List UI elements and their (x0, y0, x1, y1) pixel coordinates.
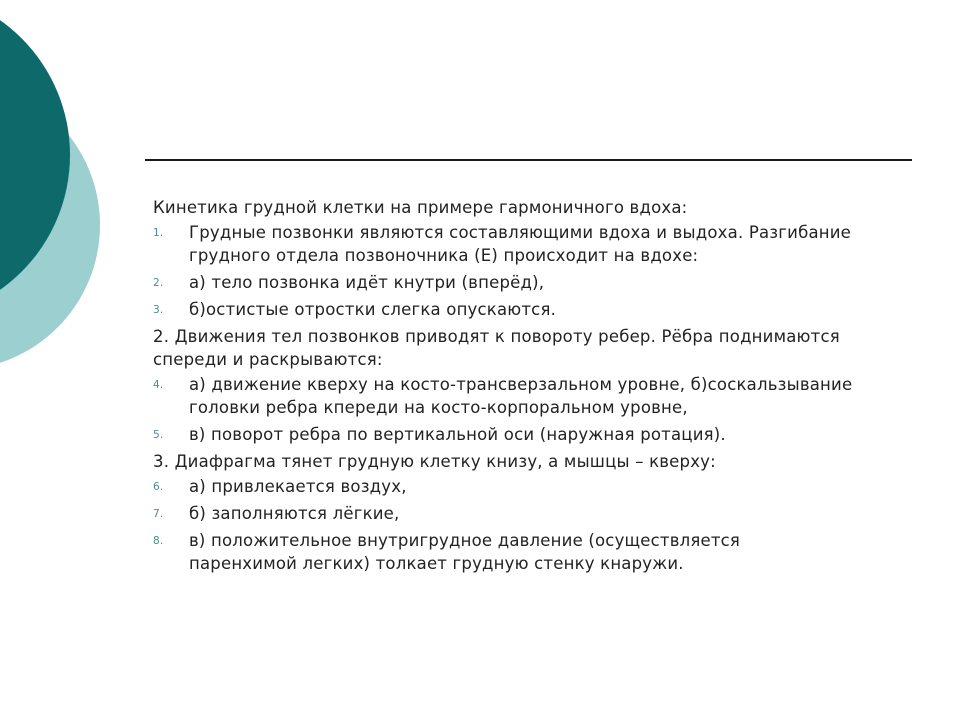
section-3-text: 3. Диафрагма тянет грудную клетку книзу, а мышцы – кверху: (153, 452, 716, 471)
section-2-text: 2. Движения тел позвонков приводят к повороту ребер. Рёбра поднимаются спереди и раскрываются: (153, 327, 840, 369)
list-item (153, 529, 853, 575)
list-item-text: в) положительное внутригрудное давление (осуществляется паренхимой легких) толкает грудную стенку кнаружи. (189, 531, 741, 573)
list-number: 1. (153, 227, 164, 239)
slide-body (153, 196, 853, 579)
list-item (153, 298, 853, 321)
list-item (153, 423, 853, 446)
list-item (153, 271, 853, 294)
list-item-text: Грудные позвонки являются составляющими вдоха и выдоха. Разгибание грудного отдела позвоночника (Е) происходит на вдохе: (189, 223, 852, 265)
list-number: 4. (153, 379, 164, 391)
list-item-text: б) заполняются лёгкие, (189, 504, 400, 523)
list-item-text: б)остистые отростки слегка опускаются. (189, 300, 557, 319)
intro-text: Кинетика грудной клетки на примере гармоничного вдоха: (153, 198, 688, 217)
list-item-text: а) привлекается воздух, (189, 477, 407, 496)
list-number: 3. (153, 304, 164, 316)
list-number: 5. (153, 429, 164, 441)
list-item (153, 475, 853, 498)
list-item-text: а) движение кверху на косто-трансверзальном уровне, б)соскальзывание головки ребра кпереди на косто-корпоральном уровне, (189, 375, 853, 417)
list-number: 2. (153, 277, 164, 289)
list-item-text: в) поворот ребра по вертикальной оси (наружная ротация). (189, 425, 726, 444)
title-divider (145, 159, 912, 161)
list-number: 7. (153, 508, 164, 520)
list-item (153, 373, 853, 419)
list-number: 6. (153, 481, 164, 493)
list-item-text: а) тело позвонка идёт кнутри (вперёд), (189, 273, 545, 292)
list-item (153, 502, 853, 525)
list-item (153, 221, 853, 267)
list-number: 8. (153, 535, 164, 547)
